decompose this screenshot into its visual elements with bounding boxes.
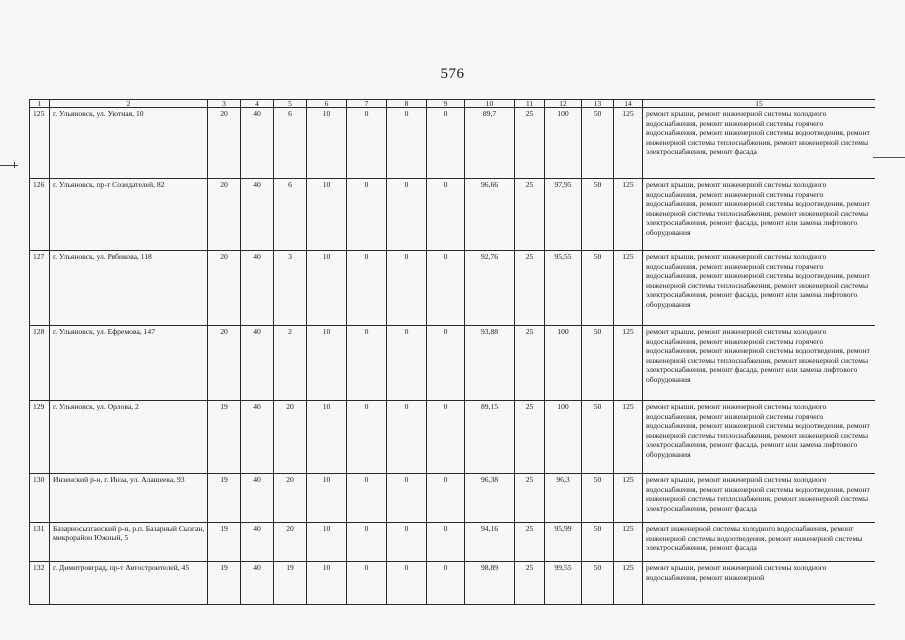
value-cell: 20 — [208, 108, 241, 179]
value-cell: 125 — [614, 401, 643, 474]
value-cell: 20 — [208, 326, 241, 401]
scan-edge-mark-right — [873, 157, 905, 158]
value-cell: 0 — [427, 108, 465, 179]
table-row — [30, 251, 876, 326]
value-cell: 40 — [241, 562, 274, 605]
row-number: 131 — [30, 523, 50, 562]
works-cell: ремонт крыши, ремонт инженерной системы холодного водоснабжения, ремонт инженерной системы горячего водоснабжения, ремонт инженерной системы водоотведения, ремонт инженерной системы теплоснабжения, ремонт инженерной системы электроснабжения, ремонт фасада, ремонт или замена лифтового оборудования — [643, 326, 876, 401]
value-cell: 25 — [515, 401, 545, 474]
value-cell: 50 — [582, 562, 614, 605]
value-cell: 3 — [274, 251, 307, 326]
value-cell: 0 — [387, 401, 427, 474]
repair-program-table — [29, 99, 875, 605]
value-cell: 40 — [241, 108, 274, 179]
address-cell: г. Ульяновск, ул. Рябикова, 118 — [50, 251, 208, 326]
value-cell: 25 — [515, 523, 545, 562]
header-cell: 4 — [241, 100, 274, 108]
value-cell: 95,99 — [545, 523, 582, 562]
value-cell: 0 — [387, 179, 427, 251]
works-cell: ремонт крыши, ремонт инженерной системы холодного водоснабжения, ремонт инженерной системы горячего водоснабжения, ремонт инженерной системы водоотведения, ремонт инженерной системы теплоснабжения, ремонт инженерной системы электроснабжения, ремонт фасада, ремонт или замена лифтового оборудования — [643, 179, 876, 251]
header-cell: 2 — [50, 100, 208, 108]
value-cell: 19 — [208, 474, 241, 523]
value-cell: 0 — [427, 179, 465, 251]
value-cell: 0 — [427, 326, 465, 401]
value-cell: 0 — [427, 562, 465, 605]
value-cell: 0 — [347, 326, 387, 401]
value-cell: 50 — [582, 474, 614, 523]
header-cell: 8 — [387, 100, 427, 108]
row-number: 129 — [30, 401, 50, 474]
value-cell: 19 — [208, 523, 241, 562]
value-cell: 10 — [307, 523, 347, 562]
header-cell: 3 — [208, 100, 241, 108]
value-cell: 0 — [387, 326, 427, 401]
works-cell: ремонт крыши, ремонт инженерной системы холодного водоснабжения, ремонт инженерной — [643, 562, 876, 605]
address-cell: г. Ульяновск, ул. Ефремова, 147 — [50, 326, 208, 401]
header-cell: 14 — [614, 100, 643, 108]
value-cell: 10 — [307, 326, 347, 401]
header-row — [30, 100, 876, 108]
header-cell: 11 — [515, 100, 545, 108]
page-number: 576 — [440, 66, 465, 82]
value-cell: 0 — [387, 108, 427, 179]
value-cell: 10 — [307, 562, 347, 605]
value-cell: 2 — [274, 326, 307, 401]
value-cell: 0 — [347, 401, 387, 474]
value-cell: 96,3 — [545, 474, 582, 523]
row-number: 130 — [30, 474, 50, 523]
address-cell: г. Димитровград, пр-т Автостроителей, 45 — [50, 562, 208, 605]
value-cell: 125 — [614, 474, 643, 523]
works-cell: ремонт крыши, ремонт инженерной системы холодного водоснабжения, ремонт инженерной системы горячего водоснабжения, ремонт инженерной системы водоотведения, ремонт инженерной системы теплоснабжения, ремонт инженерной системы электроснабжения, ремонт фасада — [643, 108, 876, 179]
header-cell: 15 — [643, 100, 876, 108]
value-cell: 125 — [614, 326, 643, 401]
address-cell: Инзенский р-н, г. Инза, ул. Алашеева, 93 — [50, 474, 208, 523]
value-cell: 89,15 — [465, 401, 515, 474]
table-row — [30, 474, 876, 523]
value-cell: 94,16 — [465, 523, 515, 562]
table-row — [30, 108, 876, 179]
works-cell: ремонт крыши, ремонт инженерной системы холодного водоснабжения, ремонт инженерной системы горячего водоснабжения, ремонт инженерной системы водоотведения, ремонт инженерной системы теплоснабжения, ремонт инженерной системы электроснабжения, ремонт фасада, ремонт или замена лифтового оборудования — [643, 251, 876, 326]
value-cell: 0 — [427, 401, 465, 474]
value-cell: 40 — [241, 401, 274, 474]
value-cell: 19 — [208, 401, 241, 474]
value-cell: 0 — [427, 474, 465, 523]
header-cell: 13 — [582, 100, 614, 108]
works-cell: ремонт крыши, ремонт инженерной системы холодного водоснабжения, ремонт инженерной системы горячего водоснабжения, ремонт инженерной системы водоотведения, ремонт инженерной системы теплоснабжения, ремонт инженерной системы электроснабжения, ремонт фасада, ремонт или замена лифтового оборудования — [643, 401, 876, 474]
repair-program-table-wrap — [29, 99, 875, 640]
value-cell: 99,55 — [545, 562, 582, 605]
scan-edge-mark — [0, 165, 18, 166]
value-cell: 96,38 — [465, 474, 515, 523]
address-cell: Базарносызганский р-н, р.п. Базарный Сызган, микрорайон Южный, 5 — [50, 523, 208, 562]
value-cell: 25 — [515, 474, 545, 523]
value-cell: 50 — [582, 523, 614, 562]
row-number: 128 — [30, 326, 50, 401]
value-cell: 0 — [347, 562, 387, 605]
value-cell: 50 — [582, 326, 614, 401]
header-cell: 5 — [274, 100, 307, 108]
value-cell: 98,89 — [465, 562, 515, 605]
row-number: 127 — [30, 251, 50, 326]
value-cell: 0 — [427, 251, 465, 326]
value-cell: 10 — [307, 251, 347, 326]
header-cell: 12 — [545, 100, 582, 108]
table-row — [30, 562, 876, 605]
value-cell: 100 — [545, 401, 582, 474]
row-number: 125 — [30, 108, 50, 179]
value-cell: 96,66 — [465, 179, 515, 251]
value-cell: 40 — [241, 179, 274, 251]
value-cell: 20 — [274, 474, 307, 523]
value-cell: 50 — [582, 179, 614, 251]
value-cell: 125 — [614, 179, 643, 251]
works-cell: ремонт инженерной системы холодного водоснабжения, ремонт инженерной системы водоотведения, ремонт инженерной системы электроснабжения, ремонт фасада — [643, 523, 876, 562]
value-cell: 25 — [515, 562, 545, 605]
value-cell: 0 — [347, 474, 387, 523]
value-cell: 40 — [241, 523, 274, 562]
value-cell: 0 — [387, 562, 427, 605]
row-number: 132 — [30, 562, 50, 605]
value-cell: 0 — [347, 108, 387, 179]
value-cell: 6 — [274, 179, 307, 251]
value-cell: 20 — [208, 179, 241, 251]
table-row — [30, 401, 876, 474]
value-cell: 125 — [614, 562, 643, 605]
row-number: 126 — [30, 179, 50, 251]
value-cell: 20 — [274, 523, 307, 562]
value-cell: 10 — [307, 108, 347, 179]
value-cell: 100 — [545, 108, 582, 179]
table-body — [30, 100, 876, 605]
value-cell: 0 — [387, 523, 427, 562]
value-cell: 125 — [614, 108, 643, 179]
table-row — [30, 326, 876, 401]
header-cell: 7 — [347, 100, 387, 108]
header-cell: 1 — [30, 100, 50, 108]
value-cell: 92,76 — [465, 251, 515, 326]
value-cell: 25 — [515, 251, 545, 326]
header-cell: 10 — [465, 100, 515, 108]
value-cell: 25 — [515, 108, 545, 179]
header-cell: 6 — [307, 100, 347, 108]
value-cell: 0 — [347, 179, 387, 251]
value-cell: 50 — [582, 108, 614, 179]
value-cell: 10 — [307, 401, 347, 474]
value-cell: 19 — [274, 562, 307, 605]
value-cell: 25 — [515, 326, 545, 401]
address-cell: г. Ульяновск, ул. Орлова, 2 — [50, 401, 208, 474]
value-cell: 19 — [208, 562, 241, 605]
value-cell: 20 — [208, 251, 241, 326]
address-cell: г. Ульяновск, пр-т Созидателей, 82 — [50, 179, 208, 251]
value-cell: 10 — [307, 179, 347, 251]
value-cell: 0 — [347, 251, 387, 326]
value-cell: 93,88 — [465, 326, 515, 401]
value-cell: 0 — [427, 523, 465, 562]
value-cell: 125 — [614, 251, 643, 326]
value-cell: 89,7 — [465, 108, 515, 179]
value-cell: 100 — [545, 326, 582, 401]
header-cell: 9 — [427, 100, 465, 108]
scan-edge-tick — [14, 162, 15, 168]
value-cell: 95,55 — [545, 251, 582, 326]
value-cell: 20 — [274, 401, 307, 474]
value-cell: 6 — [274, 108, 307, 179]
value-cell: 50 — [582, 251, 614, 326]
value-cell: 125 — [614, 523, 643, 562]
value-cell: 10 — [307, 474, 347, 523]
value-cell: 50 — [582, 401, 614, 474]
value-cell: 97,95 — [545, 179, 582, 251]
value-cell: 0 — [387, 251, 427, 326]
value-cell: 40 — [241, 474, 274, 523]
table-row — [30, 179, 876, 251]
address-cell: г. Ульяновск, ул. Уютная, 10 — [50, 108, 208, 179]
value-cell: 0 — [387, 474, 427, 523]
value-cell: 40 — [241, 251, 274, 326]
value-cell: 25 — [515, 179, 545, 251]
table-row — [30, 523, 876, 562]
works-cell: ремонт крыши, ремонт инженерной системы холодного водоснабжения, ремонт инженерной системы водоотведения, ремонт инженерной системы теплоснабжения, ремонт инженерной системы электроснабжения, ремонт фасада — [643, 474, 876, 523]
value-cell: 40 — [241, 326, 274, 401]
value-cell: 0 — [347, 523, 387, 562]
